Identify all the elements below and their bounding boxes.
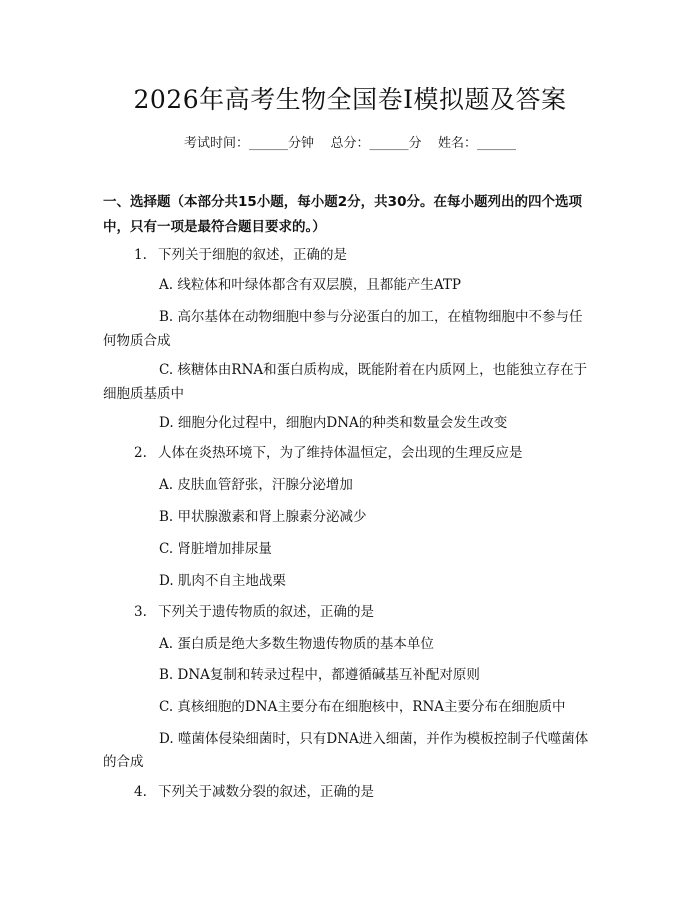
option-2c: C. 肾脏增加排尿量	[159, 541, 272, 557]
option-2a: A. 皮肤血管舒张，汗腺分泌增加	[159, 477, 353, 493]
option-3a: A. 蛋白质是绝大多数生物遗传物质的基本单位	[159, 636, 434, 652]
option-3b: B. DNA复制和转录过程中，都遵循碱基互补配对原则	[159, 667, 480, 683]
question-number: 1.	[134, 247, 147, 263]
option-3c: C. 真核细胞的DNA主要分布在细胞核中，RNA主要分布在细胞质中	[159, 699, 566, 715]
option-2b: B. 甲状腺激素和肾上腺素分泌减少	[159, 509, 367, 525]
question-number: 2.	[134, 445, 147, 461]
option-1b-continued: 何物质合成	[103, 333, 171, 349]
question-2	[134, 444, 523, 462]
question-number: 3.	[134, 604, 147, 620]
question-stem: 下列关于减数分裂的叙述，正确的是	[158, 784, 374, 800]
option-1c-continued: 细胞质基质中	[103, 386, 184, 402]
exam-info-line: 考试时间：______分钟 总分：______分 姓名：______	[183, 136, 517, 151]
question-4	[134, 783, 374, 801]
question-1	[134, 246, 347, 264]
option-3d: D. 噬菌体侵染细菌时，只有DNA进入细菌，并作为模板控制子代噬菌体	[159, 731, 589, 747]
option-1a: A. 线粒体和叶绿体都含有双层膜，且都能产生ATP	[159, 277, 461, 293]
option-1d: D. 细胞分化过程中，细胞内DNA的种类和数量会发生改变	[159, 415, 508, 431]
section-heading: 一、选择题（本部分共15小题，每小题2分，共30分。在每小题列出的四个选项中，只有一项是最符合题目要求的。）	[103, 194, 582, 235]
option-2d: D. 肌肉不自主地战栗	[159, 573, 286, 589]
question-stem: 下列关于细胞的叙述，正确的是	[158, 247, 347, 263]
option-3d-continued: 的合成	[103, 754, 144, 770]
option-1b: B. 高尔基体在动物细胞中参与分泌蛋白的加工，在植物细胞中不参与任	[159, 309, 583, 325]
question-number: 4.	[134, 784, 147, 800]
question-3	[134, 603, 374, 621]
page-title: 2026年高考生物全国卷Ⅰ模拟题及答案	[133, 85, 567, 114]
question-stem: 人体在炎热环境下，为了维持体温恒定，会出现的生理反应是	[158, 445, 523, 461]
option-1c: C. 核糖体由RNA和蛋白质构成，既能附着在内质网上，也能独立存在于	[159, 362, 588, 378]
question-stem: 下列关于遗传物质的叙述，正确的是	[158, 604, 374, 620]
